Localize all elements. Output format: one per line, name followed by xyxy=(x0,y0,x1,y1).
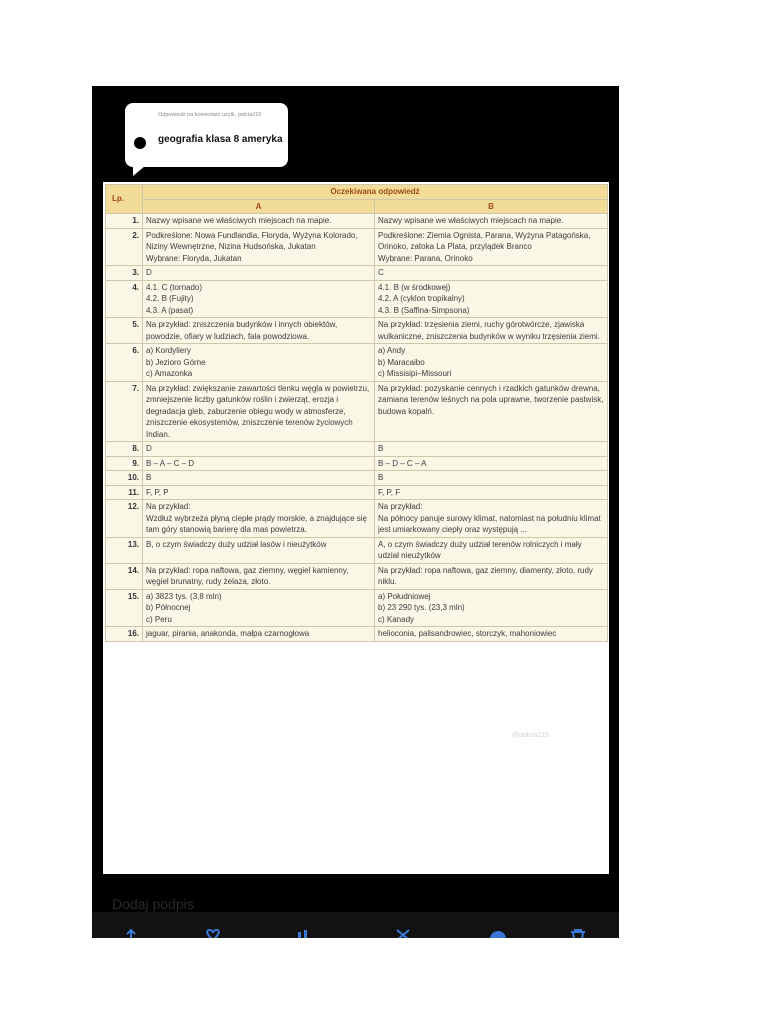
table-row xyxy=(106,563,608,589)
answer-a-cell: Podkreślone: Nowa Fundlandia, Floryda, Wyżyna Kolorado, Niziny Wewnętrzne, Nizina Hudsońska, Jukatan Wybrane: Floryda, Jukatan xyxy=(143,228,375,266)
row-number: 14. xyxy=(106,563,143,589)
table-row xyxy=(106,318,608,344)
answer-a-cell: jaguar, pirania, anakonda, małpa czarnogłowa xyxy=(143,627,375,642)
row-number: 16. xyxy=(106,627,143,642)
answer-a-cell: B – A – C – D xyxy=(143,456,375,471)
answer-table xyxy=(105,184,608,642)
answer-b-cell: B – D – C – A xyxy=(375,456,608,471)
user-avatar-icon xyxy=(134,137,146,149)
row-number: 1. xyxy=(106,214,143,229)
bottom-toolbar xyxy=(92,912,619,938)
table-row xyxy=(106,471,608,486)
caption-placeholder[interactable]: Dodaj podpis xyxy=(112,896,194,912)
column-a-header: A xyxy=(143,199,375,214)
reply-header: Odpowiedz na komentarz użytk. polcia215 xyxy=(158,112,262,118)
table-row xyxy=(106,500,608,538)
answer-a-cell: Nazwy wpisane we właściwych miejscach na mapie. xyxy=(143,214,375,229)
reply-text: geografia klasa 8 ameryka xyxy=(158,134,283,145)
tiktok-watermark xyxy=(487,708,607,732)
answer-key-image xyxy=(103,182,609,874)
answer-b-cell: Na przykład: ropa naftowa, gaz ziemny, diamenty, złoto, rudy niklu. xyxy=(375,563,608,589)
answer-a-cell: D xyxy=(143,442,375,457)
answer-a-cell: B, o czym świadczy duży udział lasów i nieużytków xyxy=(143,537,375,563)
table-row xyxy=(106,344,608,382)
answer-b-cell: Na przykład: Na północy panuje surowy klimat, natomiast na południu klimat jest umiarkowany ciepły oraz występują ... xyxy=(375,500,608,538)
row-number: 5. xyxy=(106,318,143,344)
table-row xyxy=(106,485,608,500)
table-row xyxy=(106,537,608,563)
answer-b-cell: helioconia, palisandrowiec, storczyk, mahoniowiec xyxy=(375,627,608,642)
table-row xyxy=(106,266,608,281)
row-number: 15. xyxy=(106,589,143,627)
answer-a-cell: Na przykład: ropa naftowa, gaz ziemny, węgiel kamienny, węgiel brunatny, rudy żelaza, złoto. xyxy=(143,563,375,589)
row-number: 13. xyxy=(106,537,143,563)
screenshot-frame xyxy=(92,86,619,938)
trash-icon[interactable] xyxy=(567,928,589,938)
table-row xyxy=(106,589,608,627)
row-number: 10. xyxy=(106,471,143,486)
row-number: 11. xyxy=(106,485,143,500)
answer-b-cell: B xyxy=(375,442,608,457)
table-row xyxy=(106,442,608,457)
answer-b-cell: a) Andy b) Maracaibo c) Missisipi–Missouri xyxy=(375,344,608,382)
table-row xyxy=(106,627,608,642)
answer-b-cell: Nazwy wpisane we właściwych miejscach na mapie. xyxy=(375,214,608,229)
chat-icon[interactable] xyxy=(487,928,509,938)
table-row xyxy=(106,381,608,442)
answer-b-cell: C xyxy=(375,266,608,281)
answer-a-cell: a) 3823 tys. (3,8 mln) b) Północnej c) Peru xyxy=(143,589,375,627)
answer-a-cell: Na przykład: zwiększanie zawartości tlenku węgla w powietrzu, zmniejszenie liczby gatunków roślin i zwierząt, erozja i degradacja gleb, zaburzenie obiegu wody w atmosferze, zniszczenie ekosystemów, zniszczenie terenów życiowych Indian. xyxy=(143,381,375,442)
table-row xyxy=(106,214,608,229)
answer-a-cell: F, P, P xyxy=(143,485,375,500)
tiktok-name: TikTok xyxy=(507,710,554,727)
table-row xyxy=(106,456,608,471)
row-number: 6. xyxy=(106,344,143,382)
answer-b-cell: B xyxy=(375,471,608,486)
answer-b-cell: Na przykład: trzęsienia ziemi, ruchy górotwórcze, zjawiska wulkaniczne, zniszczenia budynków w wyniku trzęsienia ziemi. xyxy=(375,318,608,344)
answer-a-cell: Na przykład: zniszczenia budynków i innych obiektów, powodzie, ofiary w ludziach, fala powodziowa. xyxy=(143,318,375,344)
row-number: 12. xyxy=(106,500,143,538)
table-row xyxy=(106,228,608,266)
table-row xyxy=(106,280,608,318)
answer-b-cell: a) Południowej b) 23 290 tys. (23,3 mln) c) Kanady xyxy=(375,589,608,627)
tiktok-logo-icon xyxy=(487,711,505,729)
row-number: 9. xyxy=(106,456,143,471)
reply-comment-bubble[interactable] xyxy=(125,103,288,167)
answer-a-cell: a) Kordyliery b) Jezioro Górne c) Amazonka xyxy=(143,344,375,382)
answer-b-cell: F, P, F xyxy=(375,485,608,500)
row-number: 2. xyxy=(106,228,143,266)
answer-a-cell: D xyxy=(143,266,375,281)
answer-b-cell: 4.1. B (w środkowej) 4.2. A (cyklon tropikalny) 4.3. B (Saffina-Simpsona) xyxy=(375,280,608,318)
expected-answer-header: Oczekiwana odpowiedź xyxy=(143,185,608,200)
answer-b-cell: Podkreślone: Ziemia Ognista, Parana, Wyżyna Patagońska, Orinoko, zatoka La Plata, przylądek Branco Wybrane: Parana, Orinoko xyxy=(375,228,608,266)
row-number: 7. xyxy=(106,381,143,442)
answer-a-cell: 4.1. C (tornado) 4.2. B (Fujity) 4.3. A (pasat) xyxy=(143,280,375,318)
answer-a-cell: Na przykład: Wzdłuż wybrzeża płyną ciepłe prądy morskie, a znajdujące się tam góry stanowią barierę dla mas powietrza. xyxy=(143,500,375,538)
column-lp-header: Lp. xyxy=(106,185,143,214)
answer-b-cell: Na przykład: pozyskanie cennych i rzadkich gatunków drewna, zamiana terenów leśnych na pola uprawne, tworzenie pastwisk, budowa kopalń. xyxy=(375,381,608,442)
answer-b-cell: A, o czym świadczy duży udział terenów rolniczych i mały udział nieużytków xyxy=(375,537,608,563)
row-number: 8. xyxy=(106,442,143,457)
column-b-header: B xyxy=(375,199,608,214)
heart-icon[interactable] xyxy=(202,928,224,938)
row-number: 3. xyxy=(106,266,143,281)
chart-icon[interactable] xyxy=(292,928,314,938)
tiktok-username: @polcia215 xyxy=(512,732,550,739)
answer-a-cell: B xyxy=(143,471,375,486)
scissors-icon[interactable] xyxy=(392,928,414,938)
share-icon[interactable] xyxy=(120,928,142,938)
row-number: 4. xyxy=(106,280,143,318)
